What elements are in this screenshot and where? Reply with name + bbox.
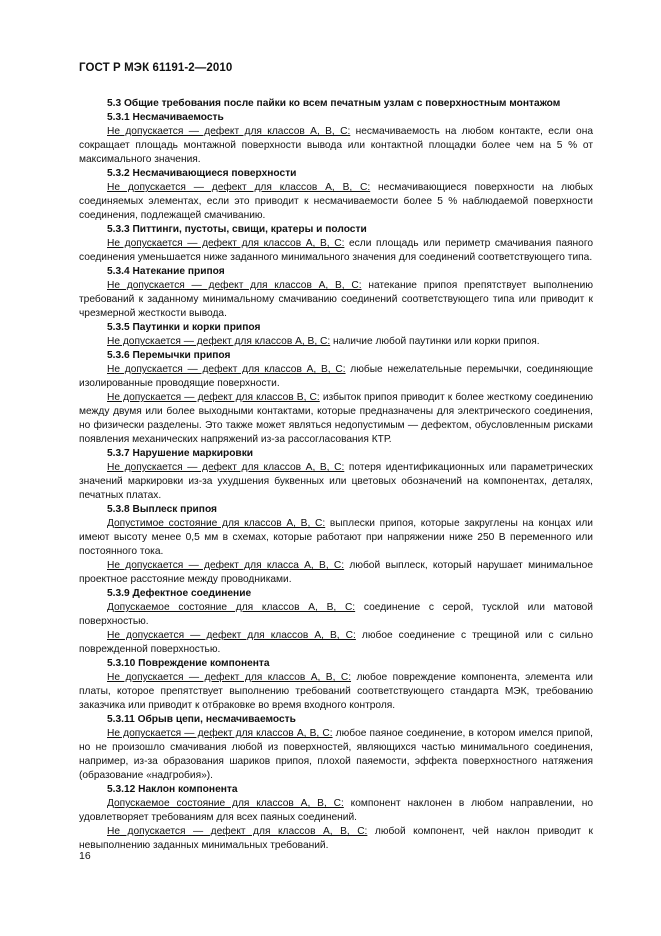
page-number: 16 [79,850,91,862]
subsection-heading-5-3-12: 5.3.12 Наклон компонента [107,784,238,795]
requirement-text: несмачивающиеся поверхности на любых соединяемых элементах, если это приводит к несмачиваемости более 5 % наблюдаемой поверхности соединения, подлежащей смачиванию. [79,182,593,221]
subsection-heading-5-3-7: 5.3.7 Нарушение маркировки [107,448,254,459]
requirement-text: соединение с серой, тусклой или матовой поверхностью. [79,602,593,627]
requirement-text: любое паяное соединение, в котором имелся припой, но не произошло смачивания любой из поверхностей, являющихся частью минимального соединения, например, из-за образования шариков припоя, плохой паяемости, эффекта поверхностного натяжения (образование «надгробия»). [79,728,593,781]
section-heading-5-3: 5.3 Общие требования после пайки ко всем печатным узлам с поверхностным монтажом [107,98,561,109]
paragraph [79,797,593,825]
subsection-heading-5-3-2: 5.3.2 Несмачивающиеся поверхности [107,168,297,179]
requirement-text: любой компонент, чей наклон приводит к невыполнению заданных минимальных требований. [79,826,593,851]
requirement-label: Не допускается — дефект для классов А, В, С: [107,462,345,473]
requirement-text: несмачиваемость на любом контакте, если она сокращает площадь монтажной поверхности вывода или контактной площадки более чем на 5 % от максимального значения. [79,126,593,165]
paragraph [79,363,593,391]
requirement-label: Не допускается — дефект для классов А, В, С: [107,826,368,837]
requirement-label: Допускаемое состояние для классов А, В, С: [107,602,356,613]
paragraph [79,825,593,853]
paragraph [79,125,593,167]
requirement-text: натекание припоя препятствует выполнению требований к заданному минимальному смачиванию соединений соответствующего типа или приводит к чрезмерной жесткости вывода. [79,280,593,319]
requirement-label: Не допускается — дефект для классов А, В, С: [107,336,331,347]
paragraph [79,601,593,629]
requirement-label: Не допускается — дефект для классов А, В, С: [107,126,351,137]
requirement-label: Не допускается — дефект для классов А, В, С: [107,672,352,683]
subsection-heading-5-3-10: 5.3.10 Повреждение компонента [107,658,270,669]
requirement-text: избыток припоя приводит к более жесткому соединению между двумя или более выходными контактами, которые предназначены для электрического соединения, но физически разделены. Это также может являться недопустимым — дефектом, обусловленным рисками появления механических напряжений из-за рассогласования КТР. [79,392,594,445]
requirement-text: если площадь или периметр смачивания паяного соединения уменьшается ниже заданного минимального значения для соединений соответствующего типа. [79,238,593,263]
requirement-label: Не допускается — дефект для классов А, В, С: [107,364,346,375]
requirement-text: выплески припоя, которые закруглены на концах или имеют высоту менее 0,5 мм в схемах, которые работают при напряжении ниже 250 В переменного или постоянного тока. [79,518,593,557]
subsection-heading-5-3-8: 5.3.8 Выплеск припоя [107,504,217,515]
requirement-label: Не допускается — дефект для классов А, В, С: [107,238,345,249]
paragraph [79,517,593,559]
paragraph [79,279,593,321]
requirement-text: любое повреждение компонента, элемента или платы, которое препятствует выполнению требований соответствующего стандарта МЭК, требованию заказчика или приводит к отбраковке во время входного контроля. [79,672,593,711]
requirement-label: Допускаемое состояние для классов А, В, С: [107,798,344,809]
paragraph [79,559,593,587]
subsection-heading-5-3-5: 5.3.5 Паутинки и корки припоя [107,322,261,333]
requirement-text: любые нежелательные перемычки, соединяющие изолированные проводящие поверхности. [79,364,593,389]
requirement-text: потеря идентификационных или параметрических значений маркировки из-за ухудшения буквенных или цветовых обозначений на компонентах, деталях, печатных платах. [79,462,593,501]
requirement-text: наличие любой паутинки или корки припоя. [330,336,540,347]
subsection-heading-5-3-9: 5.3.9 Дефектное соединение [107,588,252,599]
document-body [79,97,593,853]
requirement-label: Не допускается — дефект для классов А, В, С: [107,630,356,641]
requirement-label: Не допускается — дефект для классов В, С: [107,392,320,403]
paragraph [79,181,593,223]
subsection-heading-5-3-11: 5.3.11 Обрыв цепи, несмачиваемость [107,714,296,725]
paragraph [79,335,593,349]
paragraph [79,237,593,265]
paragraph [79,727,593,783]
requirement-label: Не допускается — дефект для классов А, В, С: [107,280,362,291]
requirement-text: компонент наклонен в любом направлении, но удовлетворяет требованиям для всех паяных соединений. [79,798,593,823]
document-header: ГОСТ Р МЭК 61191-2—2010 [79,62,233,74]
paragraph [79,671,593,713]
paragraph [79,391,593,447]
subsection-heading-5-3-4: 5.3.4 Натекание припоя [107,266,225,277]
paragraph [79,629,593,657]
paragraph [79,461,593,503]
subsection-heading-5-3-1: 5.3.1 Несмачиваемость [107,112,224,123]
subsection-heading-5-3-3: 5.3.3 Питтинги, пустоты, свищи, кратеры и полости [107,224,367,235]
requirement-text: любой выплеск, который нарушает минимальное проектное расстояние между проводниками. [79,560,593,585]
requirement-label: Не допускается — дефект для класса А, В, С: [107,560,345,571]
requirement-label: Не допускается — дефект для классов А, В, С: [107,182,371,193]
requirement-label: Не допускается — дефект для классов А, В, С: [107,728,333,739]
requirement-text: любое соединение с трещиной или с сильно поврежденной поверхностью. [79,630,593,655]
requirement-label: Допустимое состояние для классов А, В, С: [107,518,326,529]
subsection-heading-5-3-6: 5.3.6 Перемычки припоя [107,350,231,361]
